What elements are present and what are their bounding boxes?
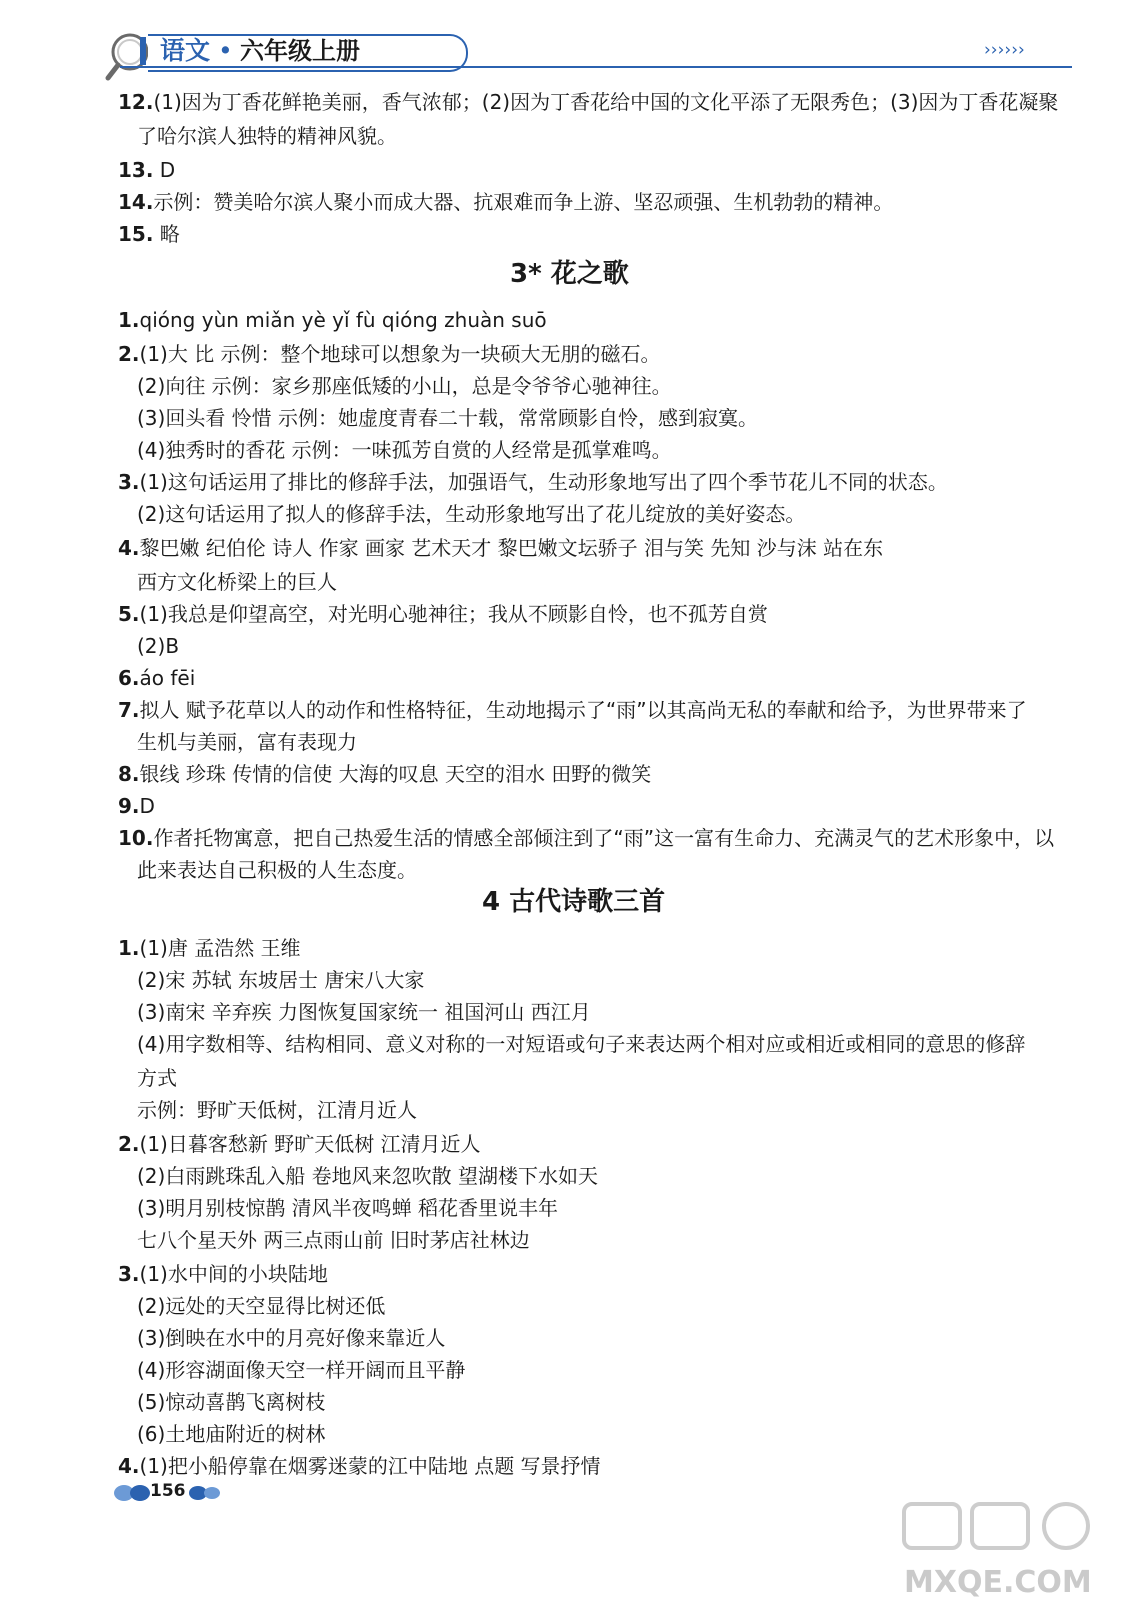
- s4-answer-2-3: (3)明月别枝惊鹊 清风半夜鸣蝉 稻花香里说丰年: [137, 1196, 559, 1220]
- section-4-title: 4 古代诗歌三首: [482, 887, 666, 917]
- s3-answer-10: 10.作者托物寓意，把自己热爱生活的情感全部倾注到了“雨”这一富有生命力、充满灵气的艺术形象中，以: [118, 826, 1055, 850]
- svg-text:MXQE.COM: MXQE.COM: [904, 1565, 1092, 1600]
- grade-label: 六年级上册: [240, 37, 360, 65]
- answer-14: 14.示例：赞美哈尔滨人聚小而成大器、抗艰难而争上游、坚忍顽强、生机勃勃的精神。: [118, 190, 894, 214]
- s3-answer-1: 1.qióng yùn miǎn yè yǐ fù qióng zhuàn suō: [118, 308, 547, 332]
- s3-answer-8: 8.银线 珍珠 传情的信使 大海的叹息 天空的泪水 田野的微笑: [118, 762, 652, 786]
- s3-answer-2-4: (4)独秀时的香花 示例：一味孤芳自赏的人经常是孤掌难鸣。: [137, 438, 672, 462]
- answer-13: 13. D: [118, 158, 176, 182]
- watermark-logo: [896, 1500, 1116, 1600]
- s4-answer-3-2: (2)远处的天空显得比树还低: [137, 1294, 386, 1318]
- section-3-title: 3* 花之歌: [510, 259, 629, 289]
- s3-answer-2-1: 2.(1)大 比 示例：整个地球可以想象为一块硕大无朋的磁石。: [118, 342, 661, 366]
- s4-answer-3-3: (3)倒映在水中的月亮好像来靠近人: [137, 1326, 446, 1350]
- page-number: 156: [150, 1481, 186, 1501]
- s3-answer-9: 9.D: [118, 794, 155, 818]
- s3-answer-5-1: 5.(1)我总是仰望高空，对光明心驰神往；我从不顾影自怜，也不孤芳自赏: [118, 602, 768, 626]
- s4-answer-1-4-example: 示例：野旷天低树，江清月近人: [137, 1098, 417, 1122]
- s3-answer-10-cont: 此来表达自己积极的人生态度。: [137, 858, 417, 882]
- answer-12-cont: 了哈尔滨人独特的精神风貌。: [137, 124, 397, 148]
- s4-answer-1-4-cont: 方式: [137, 1066, 177, 1090]
- s3-answer-7: 7.拟人 赋予花草以人的动作和性格特征，生动地揭示了“雨”以其高尚无私的奉献和给予，为世界带来了: [118, 698, 1027, 722]
- subject-label: 语文: [160, 36, 211, 65]
- s4-answer-2-2: (2)白雨跳珠乱入船 卷地风来忽吹散 望湖楼下水如天: [137, 1164, 599, 1188]
- s3-answer-4: 4.黎巴嫩 纪伯伦 诗人 作家 画家 艺术天才 黎巴嫩文坛骄子 泪与笑 先知 沙与沫 站在东: [118, 536, 884, 560]
- s3-answer-6: 6.áo fēi: [118, 666, 196, 690]
- s3-answer-2-2: (2)向往 示例：家乡那座低矮的小山，总是令爷爷心驰神往。: [137, 374, 672, 398]
- s3-answer-3-2: (2)这句话运用了拟人的修辞手法，生动形象地写出了花儿绽放的美好姿态。: [137, 502, 806, 526]
- s4-answer-1-3: (3)南宋 辛弃疾 力图恢复国家统一 祖国河山 西江月: [137, 1000, 591, 1024]
- s4-answer-3-1: 3.(1)水中间的小块陆地: [118, 1262, 328, 1286]
- answer-15: 15. 略: [118, 222, 180, 246]
- s3-answer-3-1: 3.(1)这句话运用了排比的修辞手法，加强语气，生动形象地写出了四个季节花儿不同的状态。: [118, 470, 948, 494]
- s4-answer-3-4: (4)形容湖面像天空一样开阔而且平静: [137, 1358, 466, 1382]
- s4-answer-1-2: (2)宋 苏轼 东坡居士 唐宋八大家: [137, 968, 425, 992]
- s4-answer-1-4: (4)用字数相等、结构相同、意义对称的一对短语或句子来表达两个相对应或相近或相同的意思的修辞: [137, 1032, 1026, 1056]
- s3-answer-7-cont: 生机与美丽，富有表现力: [137, 730, 357, 754]
- s4-answer-1-1: 1.(1)唐 孟浩然 王维: [118, 936, 301, 960]
- s3-answer-2-3: (3)回头看 怜惜 示例：她虚度青春二十载，常常顾影自怜，感到寂寞。: [137, 406, 759, 430]
- answer-12: 12.(1)因为丁香花鲜艳美丽，香气浓郁；(2)因为丁香花给中国的文化平添了无限秀色；(3)因为丁香花凝聚: [118, 90, 1059, 114]
- s4-answer-2-1: 2.(1)日暮客愁新 野旷天低树 江清月近人: [118, 1132, 481, 1156]
- chevron-arrows-icon: ››››››: [984, 40, 1025, 60]
- s4-answer-2-4: 七八个星天外 两三点雨山前 旧时茅店社林边: [137, 1228, 530, 1252]
- s4-answer-3-6: (6)土地庙附近的树林: [137, 1422, 326, 1446]
- s3-answer-5-2: (2)B: [137, 634, 180, 658]
- s4-answer-3-5: (5)惊动喜鹊飞离树枝: [137, 1390, 326, 1414]
- header-separator: •: [218, 36, 233, 65]
- s3-answer-4-cont: 西方文化桥梁上的巨人: [137, 570, 337, 594]
- s4-answer-4-1: 4.(1)把小船停靠在烟雾迷蒙的江中陆地 点题 写景抒情: [118, 1454, 601, 1478]
